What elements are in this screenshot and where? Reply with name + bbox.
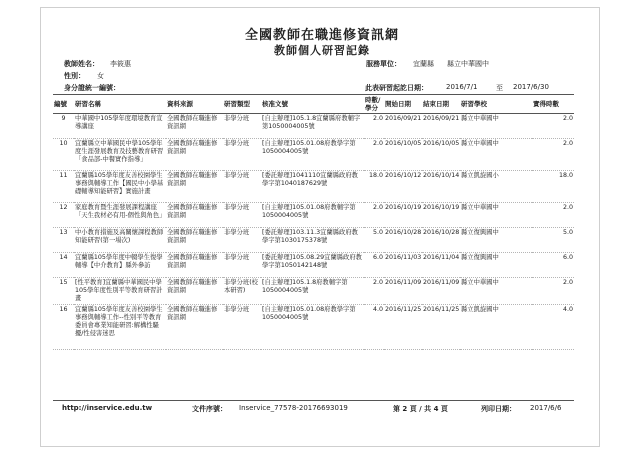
row-school: 縣立中華國中 <box>460 278 532 305</box>
row-hours: 5.0 <box>364 228 384 253</box>
row-hours: 2.0 <box>364 203 384 228</box>
row-hours: 6.0 <box>364 253 384 278</box>
print-date-label: 列印日期： <box>481 405 516 413</box>
row-source: 全國教師在職進修資訊網 <box>166 114 223 139</box>
row-actual: 5.0 <box>532 228 574 253</box>
row-hours: 4.0 <box>364 305 384 350</box>
row-name: 中小教育措施及高關懷課程教師知能研習(第一場次) <box>74 228 166 253</box>
col-school: 研習學校 <box>460 95 532 114</box>
table-row <box>53 278 574 305</box>
table-row <box>53 228 574 253</box>
gender-label: 性別： <box>64 72 85 80</box>
id-label: 身分證統一編號： <box>64 84 120 92</box>
row-end: 2016/11/25 <box>422 305 460 350</box>
period-end: 2017/6/30 <box>513 83 549 91</box>
row-no: 9 <box>53 114 74 139</box>
table-row <box>53 253 574 278</box>
row-start: 2016/10/19 <box>384 203 422 228</box>
row-type: 非學分班 <box>223 228 261 253</box>
row-type: 非學分班(校本研習) <box>223 278 261 305</box>
row-start: 2016/11/09 <box>384 278 422 305</box>
footer-rule <box>53 400 574 401</box>
row-no: 13 <box>53 228 74 253</box>
gender-value: 女 <box>97 72 104 80</box>
col-end: 結束日期 <box>422 95 460 114</box>
row-source: 全國教師在職進修資訊網 <box>166 228 223 253</box>
row-source: 全國教師在職進修資訊網 <box>166 278 223 305</box>
print-date-value: 2017/6/6 <box>530 404 562 412</box>
table-row <box>53 203 574 228</box>
row-end: 2016/11/09 <box>422 278 460 305</box>
row-type: 非學分班 <box>223 139 261 171</box>
row-no: 16 <box>53 305 74 350</box>
footer-url[interactable]: http://inservice.edu.tw <box>62 404 153 412</box>
row-type: 非學分班 <box>223 253 261 278</box>
row-start: 2016/10/12 <box>384 171 422 203</box>
col-source: 資料來源 <box>166 95 223 114</box>
row-hours: 18.0 <box>364 171 384 203</box>
row-doc: [自主辦理]105.01.08府教學字第1050004005號 <box>261 139 364 171</box>
row-name: 中華國中105學年度環境教育宣導講座 <box>74 114 166 139</box>
service-school: 縣立中華國中 <box>447 60 489 68</box>
row-actual: 4.0 <box>532 305 574 350</box>
col-type: 研習類型 <box>223 95 261 114</box>
row-end: 2016/10/05 <box>422 139 460 171</box>
row-hours: 2.0 <box>364 114 384 139</box>
row-doc: [自主辦理]105.1.8宜蘭縣府教輔字第1050004005號 <box>261 114 364 139</box>
row-doc: [委託辦理]1041110宜蘭縣政府教學字第1040187629號 <box>261 171 364 203</box>
page-subtitle: 教師個人研習記錄 <box>274 44 370 57</box>
col-doc: 核准文號 <box>261 95 364 114</box>
row-doc: [委託辦理]103.11.3宜蘭縣政府教學字第1030175378號 <box>261 228 364 253</box>
row-doc: [自主辦理]105.01.08府教輔字第1050004005號 <box>261 203 364 228</box>
teacher-name: 李筱惠 <box>110 60 131 68</box>
row-source: 全國教師在職進修資訊網 <box>166 139 223 171</box>
period-separator: 至 <box>496 84 503 92</box>
row-no: 15 <box>53 278 74 305</box>
row-name: 宜蘭縣105學年度友善校園學生事務與輔導工作【國民中小學基礎輔導知能研習】實施計畫 <box>74 171 166 203</box>
service-label: 服務單位： <box>366 60 401 68</box>
row-school: 縣立中華國中 <box>460 203 532 228</box>
row-start: 2016/10/28 <box>384 228 422 253</box>
col-start: 開始日期 <box>384 95 422 114</box>
row-name: 宜蘭縣105學年度友善校園學生事務與輔導工作--性別平等教育委員會專業知能研習:解構性騷擾/性侵害迷思 <box>74 305 166 350</box>
table-row <box>53 139 574 171</box>
records-table <box>53 95 574 350</box>
row-actual: 2.0 <box>532 203 574 228</box>
row-start: 2016/10/05 <box>384 139 422 171</box>
row-no: 14 <box>53 253 74 278</box>
row-school: 縣立中華國中 <box>460 139 532 171</box>
col-actual: 實得時數 <box>532 95 574 114</box>
row-type: 非學分班 <box>223 114 261 139</box>
page-indicator: 第 2 頁 / 共 4 頁 <box>393 405 448 413</box>
row-school: 縣立中華國中 <box>460 114 532 139</box>
row-actual: 2.0 <box>532 278 574 305</box>
col-name: 研習名稱 <box>74 95 166 114</box>
row-source: 全國教師在職進修資訊網 <box>166 203 223 228</box>
row-school: 縣立凱旋國小 <box>460 171 532 203</box>
table-header-row <box>53 95 574 114</box>
row-school: 縣立凱旋國中 <box>460 305 532 350</box>
row-actual: 2.0 <box>532 114 574 139</box>
row-doc: [自主辦理]105.01.08府教學字第1050004005號 <box>261 305 364 350</box>
row-end: 2016/10/28 <box>422 228 460 253</box>
row-name: 家庭教育暨生涯發展課程講座「天生我材必有用-個性與角色」 <box>74 203 166 228</box>
row-hours: 2.0 <box>364 139 384 171</box>
doc-serial-label: 文件序號： <box>192 405 227 413</box>
row-school: 縣立復興國中 <box>460 253 532 278</box>
row-start: 2016/11/03 <box>384 253 422 278</box>
row-end: 2016/10/19 <box>422 203 460 228</box>
table-row <box>53 171 574 203</box>
row-type: 非學分班 <box>223 203 261 228</box>
row-source: 全國教師在職進修資訊網 <box>166 171 223 203</box>
table-row <box>53 114 574 139</box>
row-doc: [委託辦理]105.08.29宜蘭縣政府教學字第1050142148號 <box>261 253 364 278</box>
row-end: 2016/09/21 <box>422 114 460 139</box>
row-end: 2016/10/14 <box>422 171 460 203</box>
row-no: 10 <box>53 139 74 171</box>
row-end: 2016/11/04 <box>422 253 460 278</box>
row-start: 2016/09/21 <box>384 114 422 139</box>
doc-serial-value: Inservice_77578-20176693019 <box>239 404 348 412</box>
teacher-label: 教師姓名： <box>64 60 99 68</box>
row-hours: 2.0 <box>364 278 384 305</box>
col-no: 編號 <box>53 95 74 114</box>
row-source: 全國教師在職進修資訊網 <box>166 305 223 350</box>
row-actual: 2.0 <box>532 139 574 171</box>
row-type: 非學分班 <box>223 305 261 350</box>
row-name: 宜蘭縣立中華國民中學105學年度生涯發展教育及技藝教育研習「食品部-中餐實作指導」 <box>74 139 166 171</box>
row-type: 非學分班 <box>223 171 261 203</box>
row-actual: 6.0 <box>532 253 574 278</box>
period-start: 2016/7/1 <box>446 83 478 91</box>
col-hours: 時數/學分 <box>364 95 384 114</box>
row-school: 縣立復興國中 <box>460 228 532 253</box>
row-start: 2016/11/25 <box>384 305 422 350</box>
row-source: 全國教師在職進修資訊網 <box>166 253 223 278</box>
period-label: 此表研習起訖日期： <box>365 84 428 92</box>
service-county: 宜蘭縣 <box>413 60 434 68</box>
row-doc: [自主辦理]105.1.8府教輔字第1050004005號 <box>261 278 364 305</box>
page-title: 全國教師在職進修資訊網 <box>244 28 399 43</box>
row-name: [性平教育]宜蘭縣中華國民中學105學年度性別平等教育研習計畫 <box>74 278 166 305</box>
row-actual: 18.0 <box>532 171 574 203</box>
table-row <box>53 305 574 350</box>
row-no: 11 <box>53 171 74 203</box>
row-no: 12 <box>53 203 74 228</box>
row-name: 宜蘭縣105學年度中輟學生復學輔導【中介教育】縣外參訪 <box>74 253 166 278</box>
